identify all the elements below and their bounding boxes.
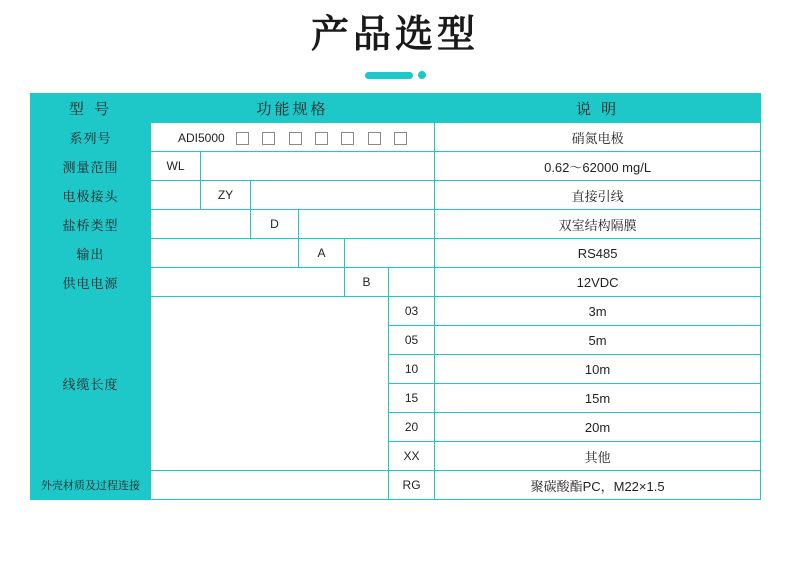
desc-cable-length: 10m <box>435 355 761 384</box>
desc-cable-length: 5m <box>435 326 761 355</box>
spacer-cell <box>299 210 435 239</box>
row-label-output: 输出 <box>31 239 151 268</box>
series-checkbox[interactable] <box>341 132 354 145</box>
desc-measuring-range: 0.62～62000 mg/L <box>435 152 761 181</box>
desc-power-supply: 12VDC <box>435 268 761 297</box>
series-checkbox[interactable] <box>368 132 381 145</box>
code-cable-length: 20 <box>389 413 435 442</box>
header-function-spec: 功能规格 <box>151 94 435 123</box>
row-label-housing: 外壳材质及过程连接 <box>31 471 151 500</box>
row-label-salt-bridge: 盐桥类型 <box>31 210 151 239</box>
product-selection-table <box>30 93 761 500</box>
spacer-cell <box>151 239 299 268</box>
code-housing: RG <box>389 471 435 500</box>
table-row-measuring-range <box>31 152 761 181</box>
table-row-output <box>31 239 761 268</box>
row-label-electrode-connector: 电极接头 <box>31 181 151 210</box>
desc-output: RS485 <box>435 239 761 268</box>
table-row-series <box>31 123 761 152</box>
code-output: A <box>299 239 345 268</box>
header-description: 说 明 <box>435 94 761 123</box>
spacer-cell <box>151 297 389 471</box>
desc-cable-length: 3m <box>435 297 761 326</box>
title-divider <box>0 71 790 79</box>
code-cable-length: 10 <box>389 355 435 384</box>
spacer-cell <box>151 268 345 297</box>
code-power-supply: B <box>345 268 389 297</box>
series-code: ADI5000 <box>177 130 225 145</box>
code-cable-length: 03 <box>389 297 435 326</box>
table-row-cable-length-1 <box>31 297 761 326</box>
spacer-cell <box>345 239 435 268</box>
desc-cable-length: 15m <box>435 384 761 413</box>
series-description: 硝氮电极 <box>435 123 761 152</box>
row-label-power-supply: 供电电源 <box>31 268 151 297</box>
code-cable-length: 05 <box>389 326 435 355</box>
table-header-row <box>31 94 761 123</box>
spacer-cell <box>151 471 389 500</box>
row-label-series: 系列号 <box>31 123 151 152</box>
desc-cable-length: 20m <box>435 413 761 442</box>
code-cable-length: 15 <box>389 384 435 413</box>
desc-electrode-connector: 直接引线 <box>435 181 761 210</box>
spacer-cell <box>251 181 435 210</box>
row-label-cable-length: 线缆长度 <box>31 297 151 471</box>
desc-cable-length: 其他 <box>435 442 761 471</box>
spacer-cell <box>389 268 435 297</box>
table-row-salt-bridge <box>31 210 761 239</box>
spacer-cell <box>151 210 251 239</box>
table-row-power-supply <box>31 268 761 297</box>
spec-table-wrapper <box>0 93 790 500</box>
header-model: 型 号 <box>31 94 151 123</box>
series-checkbox[interactable] <box>289 132 302 145</box>
series-checkbox-group <box>236 130 407 144</box>
spacer-cell <box>151 181 201 210</box>
page-title: 产品选型 <box>310 14 479 56</box>
divider-bar <box>365 72 413 79</box>
series-checkbox[interactable] <box>315 132 328 145</box>
series-checkbox[interactable] <box>262 132 275 145</box>
code-measuring-range: WL <box>151 152 201 181</box>
desc-salt-bridge: 双室结构隔膜 <box>435 210 761 239</box>
table-row-housing <box>31 471 761 500</box>
code-cable-length: XX <box>389 442 435 471</box>
table-row-electrode-connector <box>31 181 761 210</box>
desc-housing: 聚碳酸酯PC，M22×1.5 <box>435 471 761 500</box>
divider-dot <box>418 71 426 79</box>
series-code-cell <box>151 123 435 152</box>
code-salt-bridge: D <box>251 210 299 239</box>
spacer-cell <box>201 152 435 181</box>
series-checkbox[interactable] <box>394 132 407 145</box>
code-electrode-connector: ZY <box>201 181 251 210</box>
row-label-measuring-range: 测量范围 <box>31 152 151 181</box>
series-checkbox[interactable] <box>236 132 249 145</box>
